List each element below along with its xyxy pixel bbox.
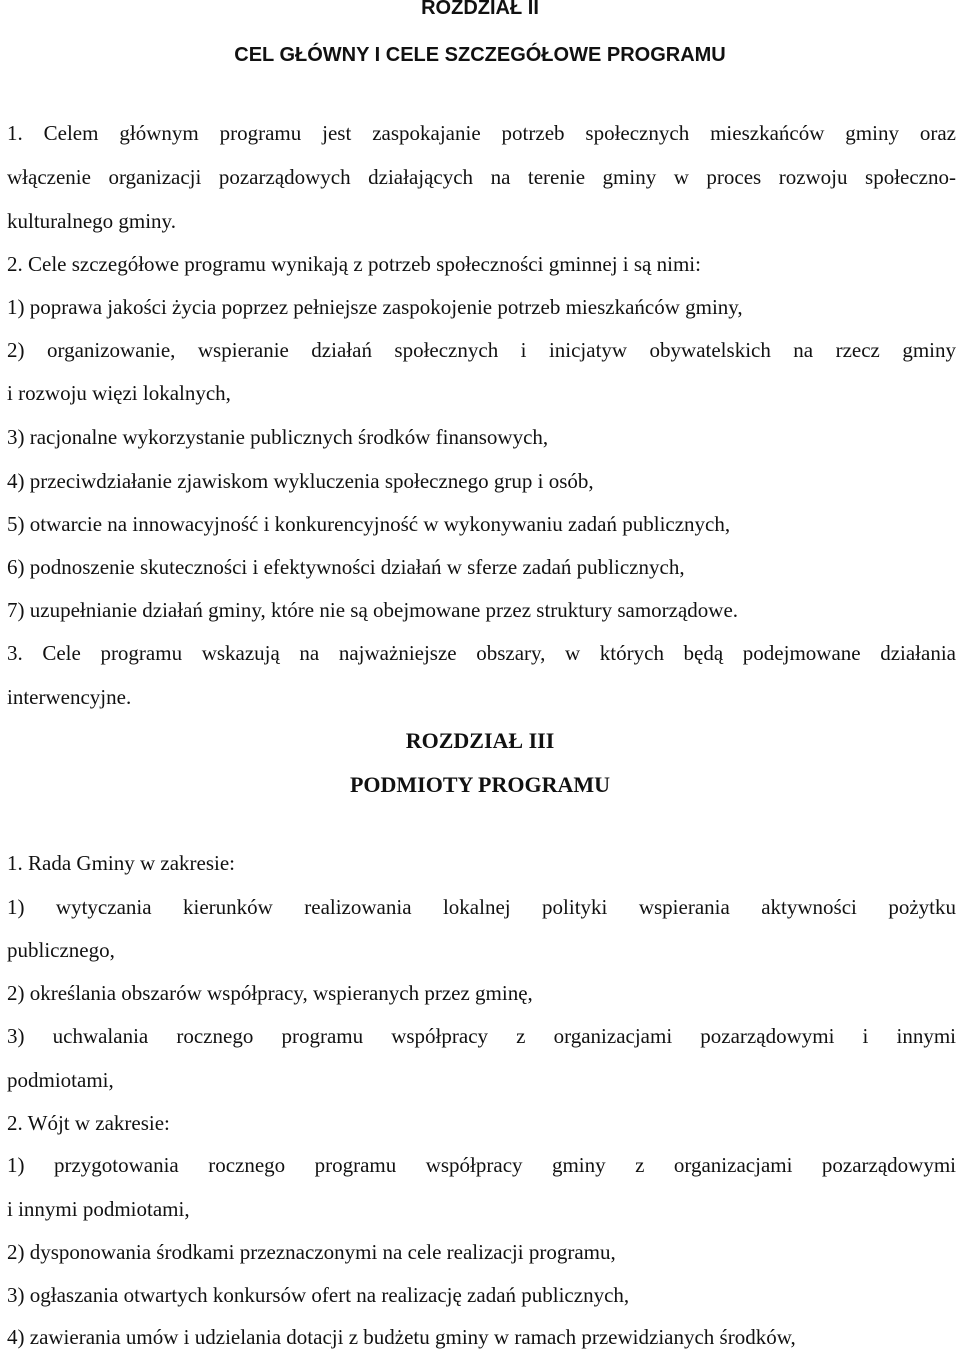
mayor-item: 3) ogłaszania otwartych konkursów ofert na realizację zadań publicznych, <box>7 1283 630 1307</box>
mayor-item: 2) dysponowania środkami przeznaczonymi na cele realizacji programu, <box>7 1240 616 1264</box>
chapter-2-title: ROZDZIAŁ II <box>421 0 539 19</box>
council-item: podmiotami, <box>7 1068 114 1092</box>
mayor-item: 4) zawierania umów i udzielania dotacji z budżetu gminy w ramach przewidzianych środków, <box>7 1325 796 1349</box>
paragraph-2-intro: 2. Cele szczegółowe programu wynikają z potrzeb społeczności gminnej i są nimi: <box>7 252 701 276</box>
mayor-item: 1) przygotowania rocznego programu współpracy gminy z organizacjami pozarządowymi <box>7 1153 956 1177</box>
council-item: publicznego, <box>7 938 115 962</box>
council-item: 2) określania obszarów współpracy, wspieranych przez gminę, <box>7 981 533 1005</box>
goal-item: 4) przeciwdziałanie zjawiskom wykluczenia społecznego grup i osób, <box>7 469 594 493</box>
goal-item: 7) uzupełnianie działań gminy, które nie są obejmowane przez struktury samorządowe. <box>7 598 739 622</box>
goal-item: 6) podnoszenie skuteczności i efektywności działań w sferze zadań publicznych, <box>7 555 685 579</box>
goal-item: i rozwoju więzi lokalnych, <box>7 381 231 405</box>
council-item: 1) wytyczania kierunków realizowania lokalnej polityki wspierania aktywności pożytku <box>7 895 956 919</box>
goal-item: 3) racjonalne wykorzystanie publicznych środków finansowych, <box>7 425 549 449</box>
paragraph-1-line-1: 1. Celem głównym programu jest zaspokajanie potrzeb społecznych mieszkańców gminy oraz <box>7 121 956 145</box>
chapter-2-subtitle: CEL GŁÓWNY I CELE SZCZEGÓŁOWE PROGRAMU <box>234 44 726 66</box>
paragraph-3-line-1: 3. Cele programu wskazują na najważniejsze obszary, w których będą podejmowane działania <box>7 641 956 665</box>
goal-item: 2) organizowanie, wspieranie działań społecznych i inicjatyw obywatelskich na rzecz gminy <box>7 338 956 362</box>
chapter-3-title: ROZDZIAŁ III <box>405 728 555 753</box>
paragraph-1-line-3: kulturalnego gminy. <box>7 209 176 233</box>
paragraph-3-line-2: interwencyjne. <box>7 685 132 709</box>
chapter-3-subtitle: PODMIOTY PROGRAMU <box>349 772 611 797</box>
mayor-intro: 2. Wójt w zakresie: <box>7 1111 170 1135</box>
council-item: 3) uchwalania rocznego programu współpracy z organizacjami pozarządowymi i innymi <box>7 1024 956 1048</box>
goal-item: 5) otwarcie na innowacyjność i konkurencyjność w wykonywaniu zadań publicznych, <box>7 512 731 536</box>
council-intro: 1. Rada Gminy w zakresie: <box>7 851 236 875</box>
paragraph-1-line-2: włączenie organizacji pozarządowych działających na terenie gminy w proces rozwoju społeczno- <box>7 165 956 189</box>
goal-item: 1) poprawa jakości życia poprzez pełniejsze zaspokojenie potrzeb mieszkańców gminy, <box>7 295 743 319</box>
mayor-item: i innymi podmiotami, <box>7 1197 190 1221</box>
